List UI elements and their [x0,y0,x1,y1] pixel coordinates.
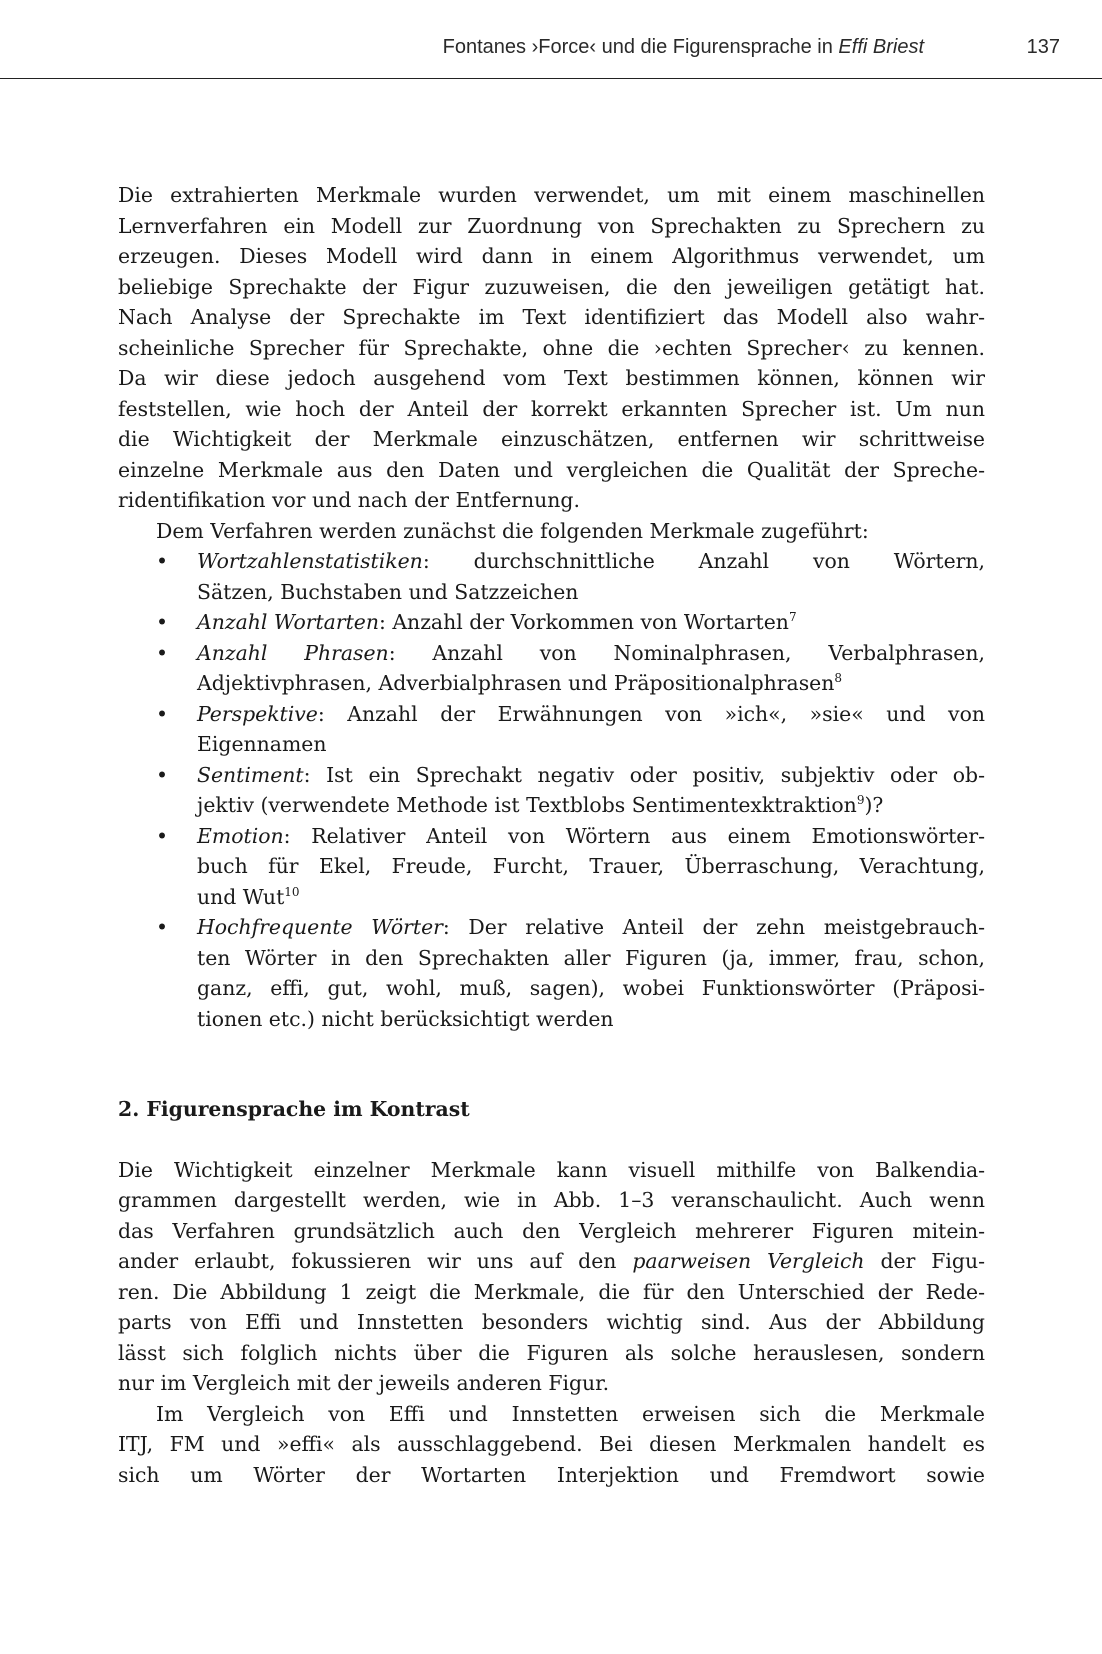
text-line: Die extrahierten Merkmale wurden verwendet, um mit einem maschinellen [118,183,985,207]
section-paragraph-1 [118,1155,985,1399]
text-line: Da wir diese jedoch ausgehend vom Text bestimmen können, können wir [118,366,985,390]
text-line [197,638,985,669]
text-line [197,882,985,913]
bullet: • [156,640,169,665]
text-line: das Verfahren grundsätzlich auch den Vergleich mehrerer Figuren mitein- [118,1218,985,1243]
list-item [118,760,985,821]
text-line: ren. Die Abbildung 1 zeigt die Merkmale, die für den Unterschied der Rede- [118,1279,985,1304]
text-line [197,760,985,791]
text-span: der Figu- [864,1249,985,1273]
footnote-ref[interactable]: 7 [788,610,797,625]
text-line [197,821,985,852]
text-line [197,546,985,577]
feature-list [118,546,985,1034]
bullet: • [156,762,169,787]
text-line: feststellen, wie hoch der Anteil der korrekt erkannten Sprecher ist. Um nun [118,396,985,421]
feature-term: Emotion [197,823,284,848]
text-line [197,699,985,730]
feature-desc: : Anzahl von Nominalphrasen, Verbalphrasen, [388,640,985,665]
feature-desc: : Ist ein Sprechakt negativ oder positiv, subjektiv oder ob- [303,762,985,787]
text-line [197,607,985,638]
feature-desc: und Wut [197,884,285,909]
bullet: • [156,915,169,939]
text-line: grammen dargestellt werden, wie in Abb. 1–3 veranschaulicht. Auch wenn [118,1188,985,1212]
text-line: ITJ, FM und »effi« als ausschlaggebend. Bei diesen Merkmalen handelt es [118,1432,985,1456]
spacer [118,1064,985,1094]
list-item [118,699,985,760]
text-line: sich um Wörter der Wortarten Interjektion und Fremdwort sowie [118,1462,985,1487]
text-line: Eigennamen [197,732,327,756]
text-line: die Wichtigkeit der Merkmale einzuschätzen, entfernen wir schrittweise [118,427,985,451]
header-title [443,36,924,59]
footnote-ref[interactable]: 9 [856,793,865,808]
text-line: erzeugen. Dieses Modell wird dann in einem Algorithmus verwendet, um [118,244,985,268]
emphasis: paarweisen Vergleich [632,1249,865,1273]
feature-term: Perspektive [197,701,318,726]
feature-term: Anzahl Phrasen [197,640,389,665]
feature-term: Anzahl Wortarten [197,610,379,634]
text-line: parts von Effi und Innstetten besonders wichtig sind. Aus der Abbildung [118,1310,985,1334]
intro-paragraph [118,180,985,516]
text-line: Im Vergleich von Effi und Innstetten erweisen sich die Merkmale [156,1401,985,1426]
text-line: ten Wörter in den Sprechakten aller Figuren (ja, immer, frau, schon, [197,945,985,970]
text-line: ganz, effi, gut, wohl, muß, sagen), wobei Funktionswörter (Präposi- [197,976,985,1000]
list-intro: Dem Verfahren werden zunächst die folgenden Merkmale zugeführt: [156,518,869,543]
bullet: • [156,549,169,573]
text-line: einzelne Merkmale aus den Daten und vergleichen die Qualität der Spreche- [118,457,985,482]
text-line: scheinliche Sprecher für Sprechakte, ohne die ›echten Sprecher‹ zu kennen. [118,335,985,360]
feature-desc: : Der relative Anteil der zehn meistgebrauch- [442,915,985,939]
text-line: buch für Ekel, Freude, Furcht, Trauer, Überraschung, Verachtung, [197,854,985,878]
text-line: beliebige Sprechakte der Figur zuzuweisen, die den jeweiligen getätigt hat. [118,274,985,299]
text-line: Nach Analyse der Sprechakte im Text identifiziert das Modell also wahr- [118,305,985,329]
text-line: lässt sich folglich nichts über die Figuren als solche herauslesen, sondern [118,1340,985,1365]
section-paragraph-2 [118,1399,985,1491]
text-span: ander erlaubt, fokussieren wir uns auf den [118,1249,633,1273]
running-header [0,0,1102,80]
feature-desc: : Anzahl der Erwähnungen von »ich«, »sie« und von [317,701,985,726]
feature-term: Wortzahlenstatistiken [197,549,423,573]
header-title-text: Fontanes ›Force‹ und die Figurensprache in [442,36,839,58]
text-line: Sätzen, Buchstaben und Satzzeichen [197,579,579,604]
text-line [197,668,985,699]
text-line [197,790,985,821]
bullet: • [156,610,169,634]
feature-desc: : Relativer Anteil von Wörtern aus einem Emotionswörter- [283,823,985,848]
feature-desc: jektiv (verwendete Methode ist Textblobs Sentimentexktraktion [197,793,857,817]
list-item [118,912,985,1034]
list-item [118,821,985,913]
list-item [118,607,985,638]
page-number: 137 [1026,36,1060,58]
text-line: tionen etc.) nicht berücksichtigt werden [197,1006,614,1031]
text-line: ridentifikation vor und nach der Entfernung. [118,488,580,512]
list-item [118,638,985,699]
text-line: Die Wichtigkeit einzelner Merkmale kann visuell mithilfe von Balkendia- [118,1157,985,1182]
text-line [118,1246,985,1277]
spacer [118,1034,985,1064]
list-item [118,546,985,607]
feature-desc: : durchschnittliche Anzahl von Wörtern, [422,549,985,573]
feature-term: Sentiment [197,762,304,787]
footnote-ref[interactable]: 8 [834,671,843,686]
body-text [118,180,985,1490]
bullet: • [156,701,169,726]
feature-desc: Adjektivphrasen, Adverbialphrasen und Präpositionalphrasen [197,671,835,695]
bullet: • [156,823,169,848]
text-line [197,912,985,943]
feature-desc: : Anzahl der Vorkommen von Wortarten [378,610,789,634]
text-line: Lernverfahren ein Modell zur Zuordnung von Sprechakten zu Sprechern zu [118,213,985,238]
footnote-ref[interactable]: 10 [284,884,300,899]
header-title-italic: Effi Briest [838,36,924,58]
feature-desc: )? [864,793,884,817]
feature-term: Hochfrequente Wörter [197,915,443,939]
spacer [118,1125,985,1155]
header-rule [0,78,1102,79]
text-line: nur im Vergleich mit der jeweils anderen Figur. [118,1371,610,1395]
section-heading: 2. Figurensprache im Kontrast [118,1097,470,1121]
